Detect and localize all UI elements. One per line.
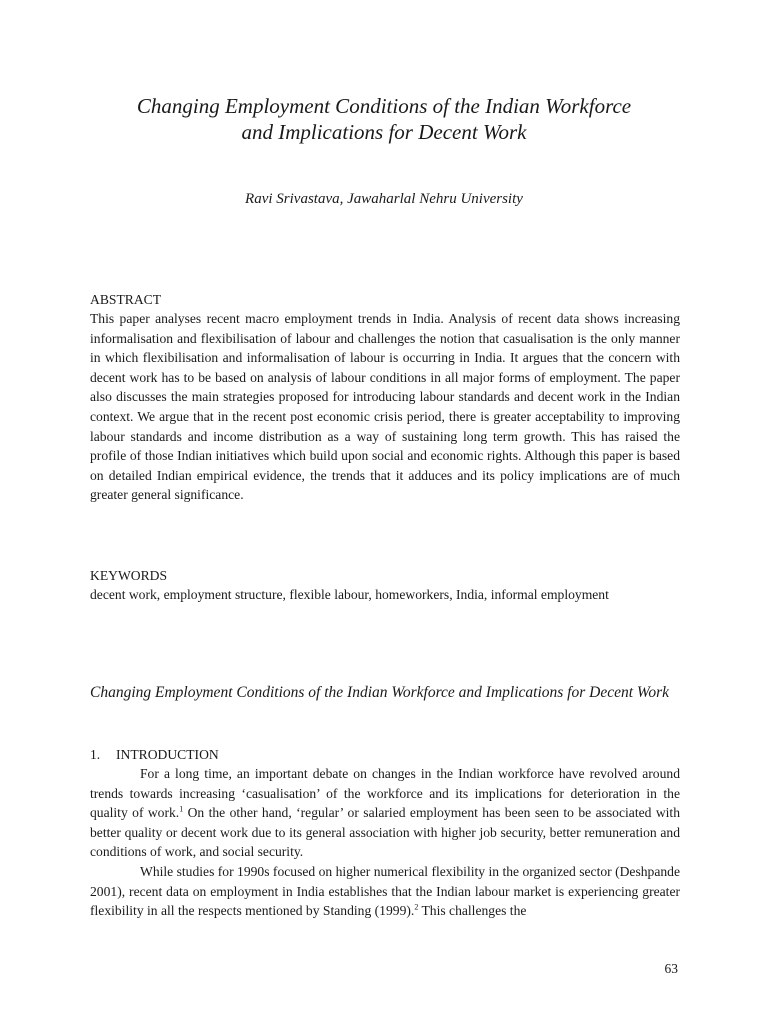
introduction-heading xyxy=(90,745,680,764)
paper-title xyxy=(0,93,768,145)
keywords-section xyxy=(90,566,680,605)
footnote-ref-1[interactable]: 1 xyxy=(179,804,184,814)
paragraph-2-text: While studies for 1990s focused on higher numerical flexibility in the organized sector (Deshpande 2001), recent data on employment in India establishes that the Indian labour market is experiencing greater flexibility in all the respects mentioned by Standing (1999). xyxy=(90,863,680,919)
introduction-heading-label: INTRODUCTION xyxy=(116,747,219,762)
keywords-text: decent work, employment structure, flexible labour, homeworkers, India, informal employment xyxy=(90,587,609,602)
keywords-heading: KEYWORDS xyxy=(90,568,168,583)
introduction-section xyxy=(90,745,680,921)
footnote-ref-2[interactable]: 2 xyxy=(414,902,419,912)
abstract-text: This paper analyses recent macro employment trends in India. Analysis of recent data shows increasing informalisation and flexibilisation of labour and challenges the notion that casualisation is the only manner in which flexibilisation and informalisation of labour is occurring in India. It argues that the concern with decent work has to be based on analysis of labour conditions in all major forms of employment. The paper also discusses the main strategies proposed for introducing labour standards and decent work in the Indian context. We argue that in the recent post economic crisis period, there is greater acceptability to improving labour standards and income distribution as a way of sustaining long term growth. This has raised the profile of those Indian initiatives which build upon social and economic rights. Although this paper is based on detailed Indian empirical evidence, the trends that it adduces and its policy implications are of much greater general significance. xyxy=(90,311,680,503)
title-line-2: and Implications for Decent Work xyxy=(241,120,527,144)
paragraph-1-text-cont: On the other hand, ‘regular’ or salaried employment has been seen to be associated with better quality or decent work due to its general association with higher job security, better remuneration and conditions of work, and social security. xyxy=(90,805,680,860)
abstract-heading: ABSTRACT xyxy=(90,292,162,307)
section-number: 1. xyxy=(90,747,101,762)
paragraph-2-text-cont: This challenges the xyxy=(418,903,527,919)
introduction-paragraph-2 xyxy=(90,862,680,921)
author-line: Ravi Srivastava, Jawaharlal Nehru University xyxy=(245,191,523,207)
paragraph-1-text: For a long time, an important debate on changes in the Indian workforce have revolved around trends towards increasing ‘casualisation’ of the workforce and its implications for deterioration in the quality of work. xyxy=(90,766,680,821)
introduction-paragraph-1 xyxy=(90,764,680,862)
title-line-1: Changing Employment Conditions of the Indian Workforce xyxy=(136,94,632,118)
section-title: Changing Employment Conditions of the Indian Workforce and Implications for Decent Work xyxy=(90,684,670,701)
page-number: 63 xyxy=(664,961,678,976)
abstract-section xyxy=(90,290,680,505)
